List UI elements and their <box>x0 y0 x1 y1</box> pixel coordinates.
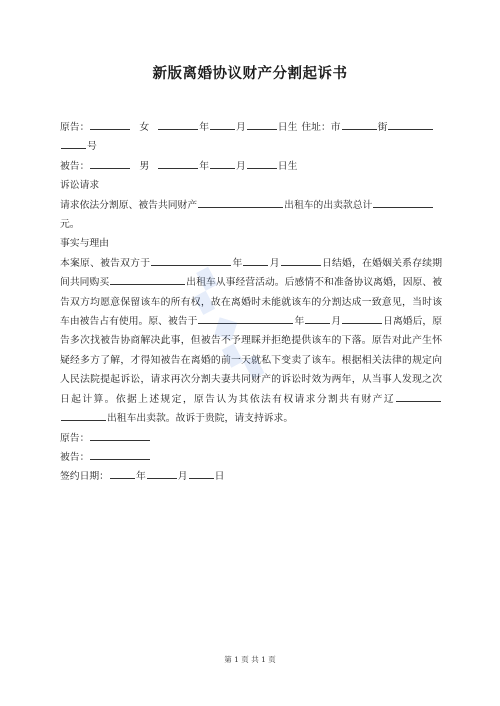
plaintiff-signature <box>60 429 442 448</box>
document-title: 新版离婚协议财产分割起诉书 <box>152 65 348 82</box>
street-label: 街 <box>377 122 388 133</box>
divorce-day-blank <box>342 312 382 324</box>
claims-text <box>60 196 442 235</box>
watermark-glyph: ▞ <box>185 267 227 316</box>
month-label: 月 <box>235 160 246 172</box>
defendant-name-blank <box>90 157 130 169</box>
defendant-birth-day-blank <box>247 157 277 169</box>
watermark-glyph: ▚ <box>222 338 265 386</box>
property-blank-2 <box>61 409 106 421</box>
facts-text-c: 出租车从事经营活动。后感情不和准备协议离婚，因原、被告双方均愿意保留该车的所有权，故在离婚时未能就该车的分割达成一致意见，当时该车由被告占有使用。原、被告于 <box>60 277 443 328</box>
plaintiff-signature-label: 原告： <box>60 432 90 444</box>
month-label: 月 <box>177 471 188 483</box>
month-label: 月 <box>331 316 342 328</box>
plaintiff-line <box>60 118 442 157</box>
facts-text-a: 本案原、被告双方于 <box>60 257 151 269</box>
defendant-signature <box>60 448 442 467</box>
signing-day-blank <box>189 467 214 479</box>
defendant-signature-blank <box>90 448 150 460</box>
defendant-birth-year-blank <box>158 157 198 169</box>
year-label: 年 <box>199 122 209 133</box>
claims-text-c: 元。 <box>60 219 80 231</box>
page-footer: 第 1 页 共 1 页 <box>224 655 276 664</box>
year-label: 年 <box>199 160 209 172</box>
watermark-glyph: ◆ <box>203 302 246 351</box>
claims-heading: 诉讼请求 <box>60 180 100 192</box>
plaintiff-birth-year-blank <box>158 118 198 130</box>
number-label: 号 <box>87 141 97 153</box>
defendant-gender: 男 <box>139 160 150 172</box>
facts-text-b: 日结婚，在婚姻关系存续期间共同购买 <box>60 257 443 289</box>
signing-date <box>60 467 442 486</box>
plaintiff-birth-day-blank <box>247 118 277 130</box>
month-label: 月 <box>235 122 246 133</box>
year-label: 年 <box>135 471 146 483</box>
birth-day-label: 日生 <box>277 160 298 172</box>
defendant-birth-month-blank <box>210 157 235 169</box>
street-blank <box>388 118 433 130</box>
house-number-blank <box>61 137 86 149</box>
defendant-signature-label: 被告： <box>60 451 90 463</box>
plaintiff-label: 原告： <box>60 122 90 133</box>
claims-property-blank <box>198 196 283 208</box>
defendant-label: 被告： <box>60 160 90 172</box>
plaintiff-gender: 女 <box>139 122 150 133</box>
signing-month-blank <box>147 467 177 479</box>
address-label: 住址：市 <box>301 122 341 133</box>
facts-text-d: 日离婚后，原告多次找被告协商解决此事，但被告不予理睬并拒绝提供该车的下落。原告对此产生怀疑经多方了解，才得知被告在离婚的前一天就私下变卖了该车。根据相关法律的规定向人民法院提起诉讼，请求再次分割夫妻共同财产的诉讼时效为两年，从当事人发现之次日起计算。依据上述规定，原告认为其依法有权请求分割共有财产辽 <box>60 316 443 405</box>
defendant-line <box>60 157 442 176</box>
claims-text-a: 请求依法分割原、被告共同财产 <box>60 199 198 211</box>
vehicle-blank <box>110 273 185 285</box>
facts-heading: 事实与理由 <box>60 238 109 250</box>
claims-amount-blank <box>373 196 433 208</box>
signing-year-blank <box>110 467 135 479</box>
plaintiff-name-blank <box>90 118 130 130</box>
day-label: 日 <box>214 471 225 483</box>
property-blank <box>396 390 441 402</box>
birth-day-label: 日生 <box>277 122 298 133</box>
year-label: 年 <box>294 316 305 328</box>
facts-text-e: 出租车出卖款。故诉于贵院，请支持诉求。 <box>107 413 294 425</box>
city-blank <box>342 118 377 130</box>
plaintiff-birth-month-blank <box>210 118 235 130</box>
signing-date-label: 签约日期： <box>60 471 109 483</box>
month-label: 月 <box>269 257 280 269</box>
claims-text-b: 出租车的出卖款总计 <box>284 199 373 211</box>
plaintiff-signature-blank <box>90 429 150 441</box>
year-label: 年 <box>232 257 243 269</box>
